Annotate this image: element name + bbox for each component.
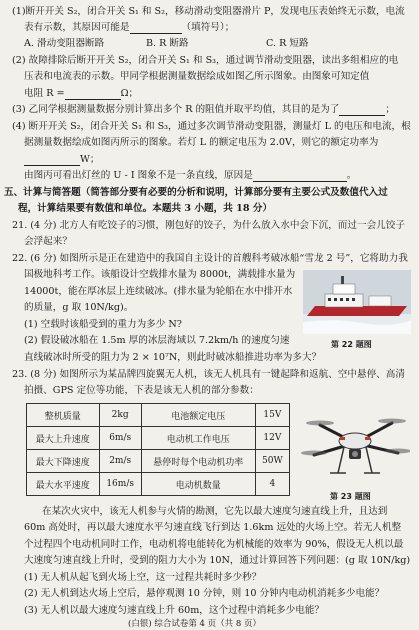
- fig23-caption: 第 23 题图: [330, 492, 371, 501]
- table-cell: 最大水平速度: [27, 473, 100, 496]
- q21-line-1: 21. (4 分) 北方人有吃饺子的习惯，刚包好的饺子，为什么放入水中会下沉，而过一会儿饺子: [12, 220, 405, 231]
- table-cell: 电动机数量: [141, 473, 255, 496]
- q22-line-3: 14000t，能在厚冰层上连续破冰。(排水量为轮船在水中排开水: [24, 286, 293, 297]
- answer-blank[interactable]: [339, 105, 385, 116]
- table-cell: 4: [255, 473, 289, 496]
- section-title-cont: 程，计算结果要有数值和单位。本题共 3 小题，共 18 分）: [18, 203, 273, 214]
- table-cell: 悬停时每个电动机功率: [141, 450, 255, 473]
- table-cell: 2kg: [99, 404, 141, 427]
- q23-line-1: 23. (8 分) 如图所示为某品牌四旋翼无人机，该无人机具有一键起降和返航、空中悬停、高清: [12, 369, 405, 380]
- q23-para-4: 大速度匀速直线上升时，受到的阻力大小为 10N，通过计算回答下列问题：(g 取 10N/kg): [24, 555, 411, 566]
- quadcopter-drone-photo: [300, 403, 410, 487]
- q23-subq-3: (3) 无人机以最大速度匀速直线上升 60m，这个过程中消耗多少电能？: [24, 605, 325, 616]
- q20-line-9: [24, 154, 99, 166]
- table-cell: 50W: [255, 450, 289, 473]
- answer-blank[interactable]: [130, 23, 182, 34]
- q20-line-3: (2) 故障排除后断开开关 S₂，闭合开关 S₁ 和 S₃，通过调节滑动变阻器，读出多组相应的电: [12, 55, 399, 66]
- q20-line-6-tail: ；: [385, 104, 395, 115]
- page-footer: (白银) 综合试卷第 4 页（共 8 页）: [128, 619, 261, 629]
- q20-option-a: A. 滑动变阻器断路: [24, 38, 105, 49]
- q23-para-2: 60m 高处时，再以最大速度水平匀速直线飞行到达 1.6km 远处的火场上空。若无人机整: [24, 522, 402, 533]
- q22-subq-1: (1) 空载时该船受到的重力为多少 N?: [24, 319, 182, 330]
- q20-line-1: (1)断开开关 S₂，闭合开关 S₁ 和 S₂，移动滑动变阻器滑片 P，发现电压表始终无示数，电流: [12, 6, 405, 17]
- answer-blank[interactable]: [24, 155, 80, 166]
- q22-line-4: 的质量，g 取 10N/kg)。: [24, 302, 134, 313]
- q20-line-2-tail: （填符号）；: [181, 22, 235, 33]
- q23-line-2: 拍摄、GPS 定位等功能，下表是该无人机的部分参数：: [24, 385, 259, 396]
- q22-subq-2: (2) 假设破冰船在 1.5m 厚的冰层海域以 7.2km/h 的速度匀速: [24, 335, 290, 346]
- table-cell: 6m/s: [99, 427, 141, 450]
- q23-para-3: 个过程四个电动机同时工作，电动机将电能转化为机械能的效率为 90%，假设无人机以最: [24, 539, 404, 550]
- q23-para-1: 在某次火灾中，该无人机参与火情的勘测，它先以最大速度匀速直线上升，且达到: [42, 506, 388, 517]
- icebreaker-ship-photo: [303, 270, 411, 334]
- table-cell: 整机质量: [27, 404, 100, 427]
- table-cell: 最大下降速度: [27, 450, 100, 473]
- q20-line-9-text: W；: [80, 154, 100, 165]
- q20-line-10-text: 由图丙可看出灯丝的 U - I 图象不是一条直线，原因是: [24, 170, 253, 181]
- table-cell: 15V: [255, 404, 289, 427]
- q20-line-6: [12, 104, 395, 116]
- q20-line-10: [24, 170, 356, 182]
- q20-line-4: 压表和电流表的示数。甲同学根据测量数据绘成如图乙所示图象。由图象可知定值: [24, 71, 370, 82]
- fig22-caption: 第 22 题图: [331, 340, 372, 349]
- answer-blank[interactable]: [253, 171, 347, 182]
- table-row: [27, 404, 290, 427]
- q20-line-10-tail: 。: [346, 170, 357, 181]
- drone-spec-table: [26, 403, 290, 496]
- q21-line-2: 会浮起来？: [24, 236, 72, 247]
- q22-line-1: 22. (6 分) 如图所示是正在建造中的我国自主设计的首艘科考破冰船“雪龙 2 号”，它将助力我: [12, 253, 408, 264]
- table-row: [27, 427, 290, 450]
- table-row: [27, 450, 290, 473]
- q23-subq-2: (2) 无人机到达火场上空后，悬停观测 10 分钟，则 10 分钟内电动机消耗多少电能？: [24, 588, 385, 599]
- q20-option-b: B. R 断路: [146, 38, 189, 49]
- q22-line-2: 国极地科考工作。该船设计空载排水量为 8000t，满载排水量为: [24, 269, 296, 280]
- table-cell: 2m/s: [99, 450, 141, 473]
- q20-line-5-text: 电阻 R =: [24, 88, 65, 99]
- q22-subq-2-cont: 直线破冰时所受的阻力为 2 × 10⁷N，则此时破冰船推进功率为多大？: [24, 352, 322, 363]
- q23-subq-1: (1) 无人机从起飞到火场上空，这一过程共耗时多少秒？: [24, 572, 262, 583]
- section-title: 五、计算与简答题（简答部分要有必要的分析和说明，计算部分要有主要公式及数值代入过: [4, 187, 388, 198]
- table-cell: 电池额定电压: [141, 404, 255, 427]
- q20-line-2: [24, 22, 234, 34]
- q20-line-7: (4) 断开开关 S₂，闭合开关 S₁ 和 S₃，通过多次调节滑动变阻器，测量灯 L 的电压和电流，根: [12, 121, 411, 132]
- table-cell: 最大上升速度: [27, 427, 100, 450]
- table-cell: 12V: [255, 427, 289, 450]
- q20-line-5-tail: Ω；: [120, 88, 139, 99]
- answer-blank[interactable]: [65, 89, 121, 100]
- table-cell: 16m/s: [99, 473, 141, 496]
- q20-line-5: [24, 88, 138, 100]
- table-row: [27, 473, 290, 496]
- q20-option-c: C. R 短路: [266, 38, 309, 49]
- q20-line-6-text: (3) 乙同学根据测量数据分别计算出多个 R 的阻值并取平均值，其目的是为了: [12, 104, 340, 115]
- table-cell: 电动机工作电压: [141, 427, 255, 450]
- q20-line-2-text: 表有示数，其原因可能是: [24, 22, 130, 33]
- q20-line-8: 据测量数据绘成如图丙所示的图象。若灯 L 的额定电压为 2.0V，则它的额定功率为: [24, 137, 379, 148]
